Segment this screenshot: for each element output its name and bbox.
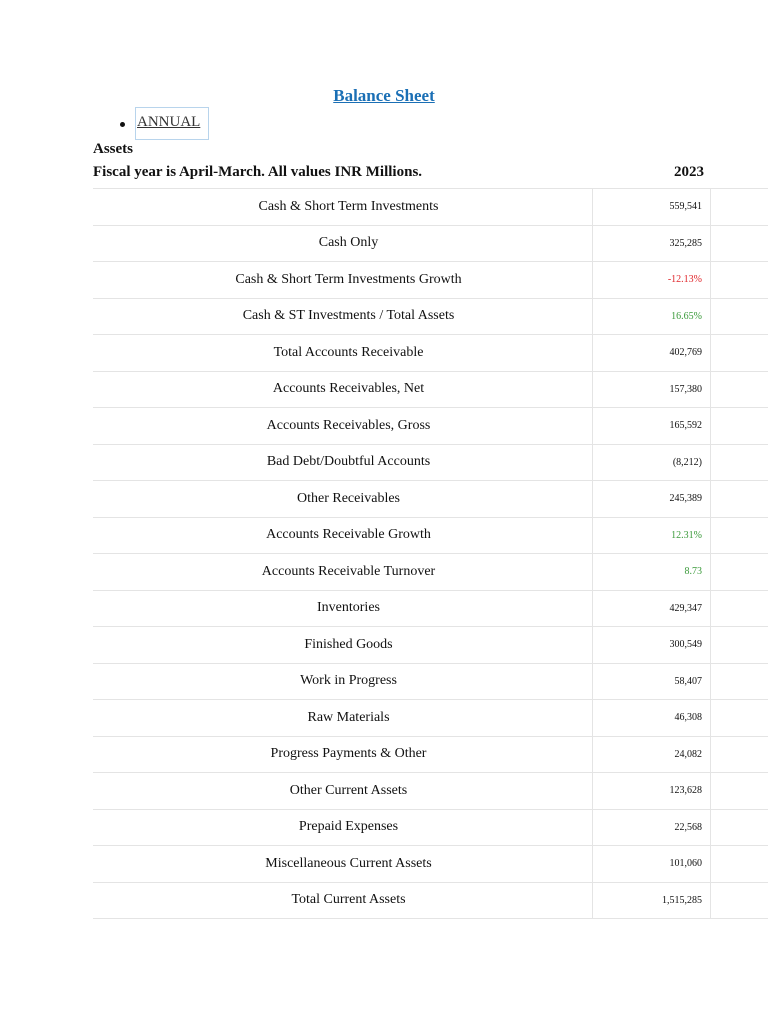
next-column-cell [711,773,768,809]
row-label: Progress Payments & Other [93,737,593,773]
next-column-cell [711,445,768,481]
table-row [93,445,768,482]
tab-item [120,107,209,140]
row-value: 157,380 [593,372,711,408]
row-value: 16.65% [593,299,711,335]
next-column-cell [711,299,768,335]
table-row [93,299,768,336]
year-header: 2023 [674,164,704,180]
row-label: Accounts Receivable Turnover [93,554,593,590]
next-column-cell [711,335,768,371]
fiscal-note: Fiscal year is April-March. All values INR Millions. [93,164,423,180]
row-value: 123,628 [593,773,711,809]
next-column-cell [711,627,768,663]
row-value: 1,515,285 [593,883,711,919]
row-label: Other Receivables [93,481,593,517]
row-value: 559,541 [593,189,711,225]
row-label: Miscellaneous Current Assets [93,846,593,882]
table-row [93,226,768,263]
table-row [93,773,768,810]
table-row [93,737,768,774]
row-label: Cash Only [93,226,593,262]
row-value: 8.73 [593,554,711,590]
table-row [93,481,768,518]
row-label: Cash & ST Investments / Total Assets [93,299,593,335]
row-label: Total Accounts Receivable [93,335,593,371]
table-row [93,335,768,372]
table-row [93,518,768,555]
row-value: -12.13% [593,262,711,298]
row-label: Accounts Receivables, Gross [93,408,593,444]
table-row [93,846,768,883]
balance-sheet-table [93,188,768,919]
table-row [93,664,768,701]
next-column-cell [711,664,768,700]
tab-annual[interactable]: ANNUAL [135,107,209,140]
period-tabs [120,107,209,140]
table-row [93,189,768,226]
row-label: Bad Debt/Doubtful Accounts [93,445,593,481]
next-column-cell [711,846,768,882]
row-label: Finished Goods [93,627,593,663]
row-label: Accounts Receivables, Net [93,372,593,408]
row-value: 58,407 [593,664,711,700]
next-column-cell [711,372,768,408]
row-label: Raw Materials [93,700,593,736]
row-label: Cash & Short Term Investments [93,189,593,225]
table-row [93,810,768,847]
section-heading: Assets [93,141,133,157]
row-label: Inventories [93,591,593,627]
row-value: 300,549 [593,627,711,663]
row-value: 402,769 [593,335,711,371]
row-value: 24,082 [593,737,711,773]
row-value: 429,347 [593,591,711,627]
row-value: 12.31% [593,518,711,554]
bullet-icon [120,122,125,127]
next-column-cell [711,810,768,846]
row-value: 101,060 [593,846,711,882]
row-label: Accounts Receivable Growth [93,518,593,554]
row-value: 325,285 [593,226,711,262]
table-row [93,408,768,445]
table-row [93,554,768,591]
table-row [93,372,768,409]
row-label: Cash & Short Term Investments Growth [93,262,593,298]
next-column-cell [711,518,768,554]
row-value: (8,212) [593,445,711,481]
row-value: 165,592 [593,408,711,444]
next-column-cell [711,883,768,919]
row-label: Prepaid Expenses [93,810,593,846]
table-row [93,627,768,664]
next-column-cell [711,262,768,298]
next-column-cell [711,189,768,225]
table-row [93,591,768,628]
next-column-cell [711,481,768,517]
page-title[interactable]: Balance Sheet [333,86,435,105]
row-value: 22,568 [593,810,711,846]
row-label: Total Current Assets [93,883,593,919]
table-row [93,700,768,737]
next-column-cell [711,226,768,262]
table-row [93,883,768,920]
next-column-cell [711,591,768,627]
row-label: Work in Progress [93,664,593,700]
next-column-cell [711,554,768,590]
next-column-cell [711,700,768,736]
next-column-cell [711,408,768,444]
row-value: 46,308 [593,700,711,736]
row-label: Other Current Assets [93,773,593,809]
table-row [93,262,768,299]
row-value: 245,389 [593,481,711,517]
next-column-cell [711,737,768,773]
